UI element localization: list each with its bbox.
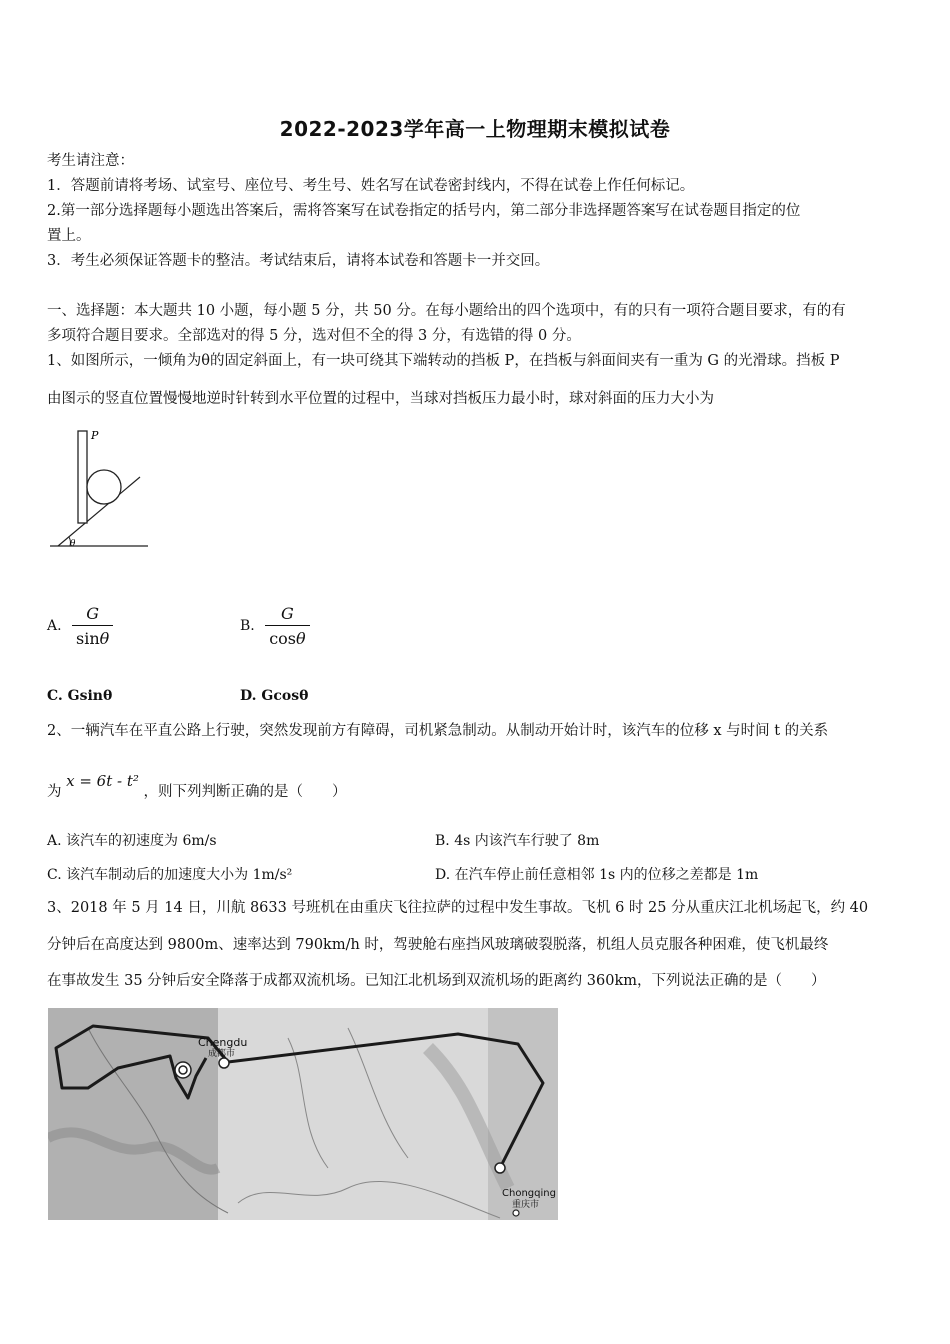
notice-heading: 考生请注意：: [47, 153, 134, 169]
q2-option-a[interactable]: A. 该汽车的初速度为 6m/s: [47, 833, 217, 849]
chongqing-city-marker: [513, 1210, 519, 1216]
page-title: 2022-2023学年高一上物理期末模拟试卷: [279, 117, 671, 141]
q1-option-b-fraction: [265, 604, 309, 648]
q1-option-c[interactable]: C. Gsinθ: [47, 688, 113, 704]
notice-item-2: 2.第一部分选择题每小题选出答案后，需将答案写在试卷指定的括号内，第二部分非选择题答案写在试卷题目指定的位: [47, 203, 801, 219]
q2-stem-2: [47, 772, 905, 803]
q1-option-a-num: G: [72, 604, 113, 626]
section-intro-2: 多项符合题目要求。全部选对的得 5 分，选对但不全的得 3 分，有选错的得 0 分。: [47, 328, 581, 344]
plate-p: [78, 431, 87, 523]
q2-formula: x = 6t - t²: [66, 772, 139, 790]
q1-option-a-fraction: [72, 604, 113, 648]
q1-option-b-var: θ: [296, 629, 306, 648]
chongqing-cn-label: 重庆市: [512, 1200, 540, 1210]
plate-label: P: [91, 429, 99, 442]
ball: [87, 470, 121, 504]
q2-option-c[interactable]: C. 该汽车制动后的加速度大小为 1m/s²: [47, 867, 293, 883]
q1-option-a-var: θ: [99, 629, 110, 648]
q2-stem-prefix: 为: [47, 784, 62, 800]
q1-option-b-num: G: [265, 604, 309, 626]
chengdu-cn-label: 成都市: [208, 1049, 236, 1059]
q2-option-d[interactable]: D. 在汽车停止前任意相邻 1s 内的位移之差都是 1m: [435, 867, 759, 883]
chengdu-en-label: Chengdu: [198, 1036, 248, 1049]
q2-option-b[interactable]: B. 4s 内该汽车行驶了 8m: [435, 833, 600, 849]
q1-stem-1: 1、如图所示，一倾角为θ的固定斜面上，有一块可绕其下端转动的挡板 P，在挡板与斜面间夹有一重为 G 的光滑球。挡板 P: [47, 353, 840, 369]
chengdu-marker: [219, 1058, 229, 1068]
q2-stem-1: 2、一辆汽车在平直公路上行驶，突然发现前方有障碍，司机紧急制动。从制动开始计时，该汽车的位移 x 与时间 t 的关系: [47, 723, 829, 739]
q1-option-b[interactable]: [240, 604, 310, 648]
q3-stem-1: 3、2018 年 5 月 14 日，川航 8633 号班机在由重庆飞往拉萨的过程中发生事故。飞机 6 时 25 分从重庆江北机场起飞，约 40: [47, 900, 869, 916]
q2-stem-suffix: ，则下列判断正确的是（ ）: [143, 784, 347, 800]
section-intro-1: 一、选择题：本大题共 10 小题，每小题 5 分，共 50 分。在每小题给出的四个选项中，有的只有一项符合题目要求，有的有: [47, 303, 846, 319]
q3-stem-3: 在事故发生 35 分钟后安全降落于成都双流机场。已知江北机场到双流机场的距离约 360km，下列说法正确的是（ ）: [47, 973, 826, 989]
shuangliu-marker-inner: [179, 1066, 187, 1074]
q1-option-b-label: B.: [240, 618, 255, 634]
q1-option-a-label: A.: [47, 618, 62, 634]
q3-stem-2: 分钟后在高度达到 9800m、速率达到 790km/h 时，驾驶舱右座挡风玻璃破裂脱落，机组人员克服各种困难，使飞机最终: [47, 937, 829, 953]
incline-figure: [40, 425, 160, 555]
q1-option-a[interactable]: [47, 604, 113, 648]
chongqing-en-label: Chongqing: [502, 1188, 556, 1199]
q1-option-d[interactable]: D. Gcosθ: [240, 688, 309, 704]
angle-label: θ: [70, 539, 76, 549]
jiangbei-marker: [495, 1163, 505, 1173]
flight-route-map: [48, 1008, 558, 1220]
q1-stem-2: 由图示的竖直位置慢慢地逆时针转到水平位置的过程中，当球对挡板压力最小时，球对斜面的压力大小为: [47, 391, 714, 407]
notice-item-2-cont: 置上。: [47, 228, 91, 244]
notice-item-3: 3．考生必须保证答题卡的整洁。考试结束后，请将本试卷和答题卡一并交回。: [47, 253, 550, 269]
q1-option-a-fn: sin: [76, 629, 100, 648]
q1-option-b-fn: cos: [269, 629, 297, 648]
notice-item-1: 1．答题前请将考场、试室号、座位号、考生号、姓名写在试卷密封线内，不得在试卷上作任何标记。: [47, 178, 695, 194]
